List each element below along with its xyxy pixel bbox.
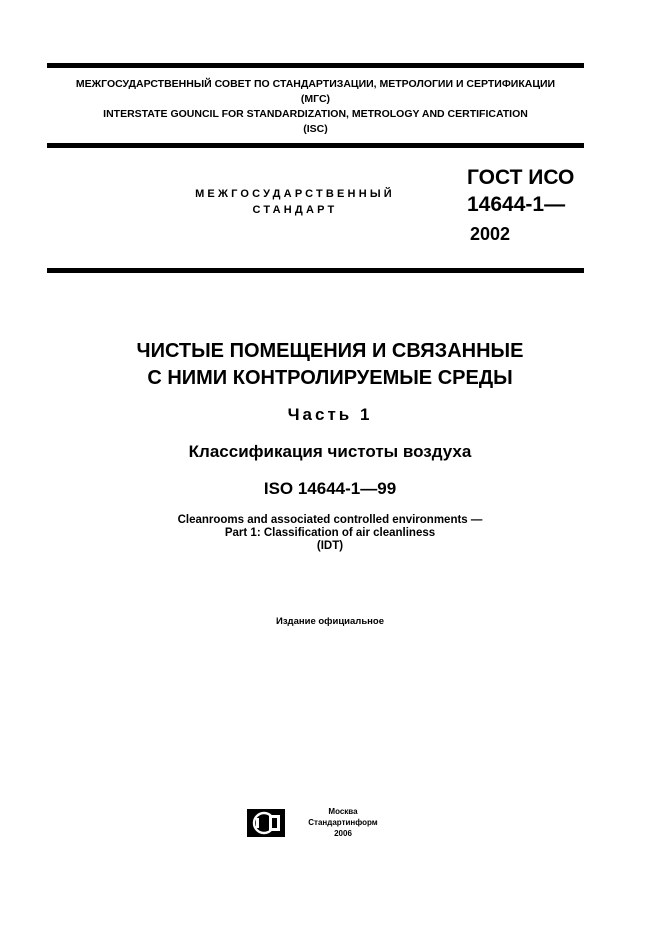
english-title bbox=[60, 514, 600, 553]
title-line1: ЧИСТЫЕ ПОМЕЩЕНИЯ И СВЯЗАННЫЕ bbox=[136, 340, 524, 362]
gost-designation bbox=[467, 164, 574, 218]
publisher-city: Москва bbox=[328, 807, 358, 816]
designation-rule bbox=[47, 268, 584, 273]
publisher-info bbox=[298, 806, 388, 839]
council-ru-abbr: (МГС) bbox=[300, 93, 331, 105]
part-label: Часть 1 bbox=[287, 405, 373, 424]
gost-designation-line1: ГОСТ ИСО bbox=[467, 166, 575, 189]
council-ru: МЕЖГОСУДАРСТВЕННЫЙ СОВЕТ ПО СТАНДАРТИЗАЦИИ, МЕТРОЛОГИИ И СЕРТИФИКАЦИИ bbox=[75, 78, 556, 90]
standard-label-line1: МЕЖГОСУДАРСТВЕННЫЙ bbox=[195, 188, 395, 200]
gost-year: 2002 bbox=[470, 224, 511, 244]
council-en-abbr: (ISC) bbox=[303, 123, 328, 135]
standard-label-line2: СТАНДАРТ bbox=[252, 204, 338, 216]
official-edition: Издание официальное bbox=[276, 616, 384, 627]
header-rule bbox=[47, 143, 584, 148]
interstate-standard-label bbox=[150, 186, 440, 218]
iso-reference: ISO 14644-1—99 bbox=[263, 479, 397, 498]
publisher-name: Стандартинформ bbox=[308, 818, 378, 827]
subtitle: Классификация чистоты воздуха bbox=[188, 442, 472, 461]
standartinform-logo-icon bbox=[247, 809, 285, 837]
english-title-line1: Cleanrooms and associated controlled environments — bbox=[177, 514, 483, 526]
english-title-line2: Part 1: Classification of air cleanliness bbox=[224, 527, 436, 539]
document-title bbox=[60, 338, 600, 392]
gost-designation-line2: 14644-1— bbox=[467, 193, 566, 216]
council-block bbox=[47, 77, 584, 137]
top-rule bbox=[47, 63, 584, 68]
council-en: INTERSTATE GOUNCIL FOR STANDARDIZATION, METROLOGY AND CERTIFICATION bbox=[103, 108, 528, 120]
title-line2: С НИМИ КОНТРОЛИРУЕМЫЕ СРЕДЫ bbox=[147, 367, 513, 389]
english-title-line3: (IDT) bbox=[316, 540, 344, 552]
publisher-year: 2006 bbox=[334, 829, 352, 838]
